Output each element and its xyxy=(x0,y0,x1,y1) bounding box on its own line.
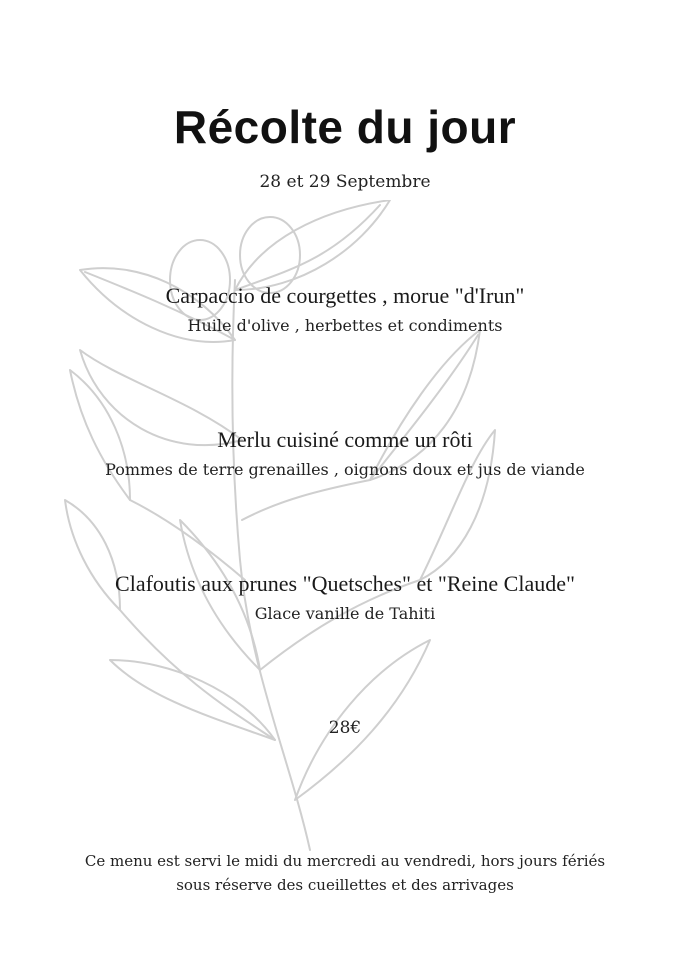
dish-description: Huile d'olive , herbettes et condiments xyxy=(187,316,503,335)
menu-date: 28 et 29 Septembre xyxy=(259,172,431,192)
footer-note-line2: sous réserve des cueillettes et des arrivages xyxy=(176,876,514,894)
dish-description: Pommes de terre grenailles , oignons doux et jus de viande xyxy=(105,460,585,479)
footer-note-line1: Ce menu est servi le midi du mercredi au vendredi, hors jours fériés xyxy=(84,852,606,870)
menu-title: Récolte du jour xyxy=(173,101,517,153)
dish-name: Clafoutis aux prunes "Quetsches" et "Reine Claude" xyxy=(115,571,575,596)
dish-name: Carpaccio de courgettes , morue "d'Irun" xyxy=(165,283,525,308)
dish-description: Glace vanille de Tahiti xyxy=(254,604,436,623)
menu-price: 28€ xyxy=(328,718,362,738)
dish-name: Merlu cuisiné comme un rôti xyxy=(217,427,473,452)
